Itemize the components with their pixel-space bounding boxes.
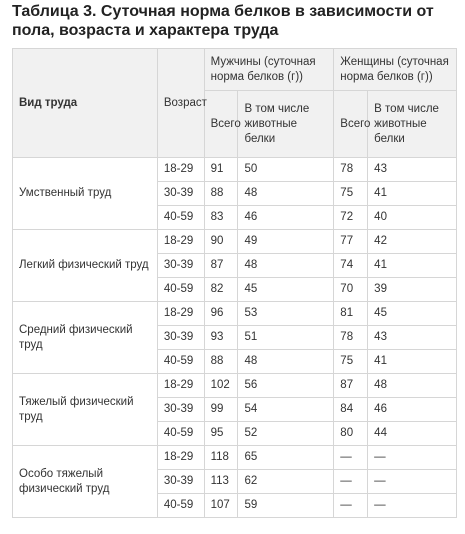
table-row [13, 446, 457, 470]
age-cell: 18-29 [157, 158, 204, 182]
women-total-cell: 81 [334, 302, 368, 326]
men-animal-cell: 62 [238, 470, 334, 494]
men-animal-cell: 54 [238, 398, 334, 422]
men-animal-cell: 50 [238, 158, 334, 182]
age-cell: 18-29 [157, 446, 204, 470]
age-cell: 18-29 [157, 230, 204, 254]
men-animal-cell: 65 [238, 446, 334, 470]
women-total-cell: — [334, 470, 368, 494]
women-animal-cell: 44 [368, 422, 457, 446]
table-body [13, 158, 457, 518]
table-row [13, 374, 457, 398]
men-total-cell: 118 [204, 446, 238, 470]
header-men: Мужчины (суточная норма белков (г)) [204, 49, 334, 91]
women-animal-cell: 41 [368, 254, 457, 278]
men-animal-cell: 56 [238, 374, 334, 398]
women-total-cell: 80 [334, 422, 368, 446]
age-cell: 40-59 [157, 422, 204, 446]
men-animal-cell: 46 [238, 206, 334, 230]
header-age: Возраст [157, 49, 204, 158]
work-type-cell: Средний физический труд [13, 302, 158, 374]
page-title: Таблица 3. Суточная норма белков в зависимости от пола, возраста и характера труда [12, 3, 434, 39]
women-total-cell: 74 [334, 254, 368, 278]
age-cell: 30-39 [157, 254, 204, 278]
men-animal-cell: 51 [238, 326, 334, 350]
men-total-cell: 93 [204, 326, 238, 350]
men-animal-cell: 59 [238, 494, 334, 518]
women-total-cell: 84 [334, 398, 368, 422]
age-cell: 40-59 [157, 206, 204, 230]
age-cell: 40-59 [157, 278, 204, 302]
women-animal-cell: 41 [368, 350, 457, 374]
table-row [13, 302, 457, 326]
table-row [13, 230, 457, 254]
women-animal-cell: 46 [368, 398, 457, 422]
age-cell: 30-39 [157, 398, 204, 422]
header-men-animal: В том числе животные белки [238, 91, 334, 158]
men-animal-cell: 45 [238, 278, 334, 302]
women-animal-cell: 42 [368, 230, 457, 254]
women-total-cell: 77 [334, 230, 368, 254]
men-animal-cell: 52 [238, 422, 334, 446]
women-animal-cell: 48 [368, 374, 457, 398]
men-total-cell: 88 [204, 182, 238, 206]
men-total-cell: 87 [204, 254, 238, 278]
men-animal-cell: 48 [238, 182, 334, 206]
age-cell: 40-59 [157, 494, 204, 518]
age-cell: 18-29 [157, 302, 204, 326]
header-women: Женщины (суточная норма белков (г)) [334, 49, 457, 91]
women-animal-cell: 39 [368, 278, 457, 302]
men-animal-cell: 48 [238, 254, 334, 278]
work-type-cell: Легкий физический труд [13, 230, 158, 302]
men-total-cell: 88 [204, 350, 238, 374]
men-animal-cell: 53 [238, 302, 334, 326]
men-total-cell: 95 [204, 422, 238, 446]
women-total-cell: 75 [334, 182, 368, 206]
work-type-cell: Особо тяжелый физический труд [13, 446, 158, 518]
header-women-animal: В том числе животные белки [368, 91, 457, 158]
header-men-total: Всего [204, 91, 238, 158]
women-animal-cell: — [368, 470, 457, 494]
women-total-cell: 75 [334, 350, 368, 374]
header-work-type: Вид труда [13, 49, 158, 158]
protein-norm-table [12, 48, 457, 518]
women-animal-cell: — [368, 446, 457, 470]
men-total-cell: 90 [204, 230, 238, 254]
age-cell: 30-39 [157, 470, 204, 494]
work-type-cell: Умственный труд [13, 158, 158, 230]
men-total-cell: 107 [204, 494, 238, 518]
women-total-cell: 70 [334, 278, 368, 302]
women-animal-cell: 41 [368, 182, 457, 206]
women-animal-cell: 40 [368, 206, 457, 230]
men-total-cell: 82 [204, 278, 238, 302]
women-total-cell: 78 [334, 326, 368, 350]
age-cell: 18-29 [157, 374, 204, 398]
men-animal-cell: 48 [238, 350, 334, 374]
men-total-cell: 99 [204, 398, 238, 422]
men-total-cell: 91 [204, 158, 238, 182]
women-total-cell: — [334, 494, 368, 518]
women-animal-cell: — [368, 494, 457, 518]
women-total-cell: 72 [334, 206, 368, 230]
table-row [13, 158, 457, 182]
women-total-cell: 87 [334, 374, 368, 398]
age-cell: 30-39 [157, 326, 204, 350]
men-total-cell: 102 [204, 374, 238, 398]
women-total-cell: — [334, 446, 368, 470]
work-type-cell: Тяжелый физический труд [13, 374, 158, 446]
women-animal-cell: 43 [368, 326, 457, 350]
women-total-cell: 78 [334, 158, 368, 182]
header-women-total: Всего [334, 91, 368, 158]
age-cell: 30-39 [157, 182, 204, 206]
age-cell: 40-59 [157, 350, 204, 374]
men-total-cell: 113 [204, 470, 238, 494]
women-animal-cell: 43 [368, 158, 457, 182]
men-total-cell: 96 [204, 302, 238, 326]
women-animal-cell: 45 [368, 302, 457, 326]
men-total-cell: 83 [204, 206, 238, 230]
men-animal-cell: 49 [238, 230, 334, 254]
